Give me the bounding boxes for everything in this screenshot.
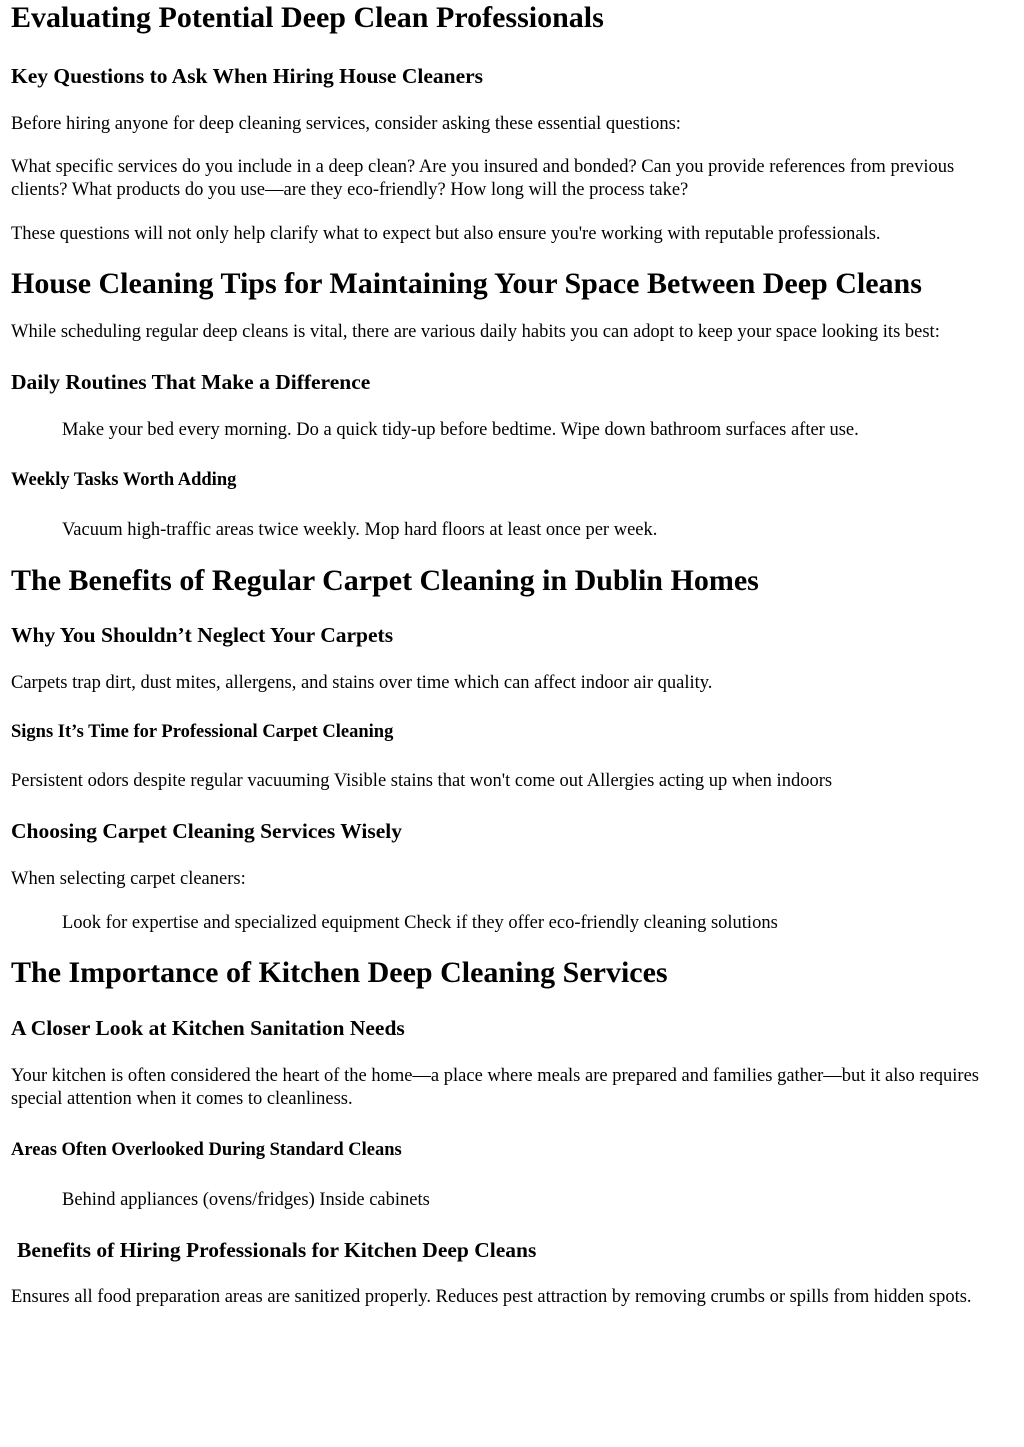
- heading-overlooked-areas: Areas Often Overlooked During Standard Cleans: [11, 1140, 402, 1160]
- list-weekly-tasks: Vacuum high-traffic areas twice weekly. Mop hard floors at least once per week.: [62, 520, 658, 540]
- list-overlooked-areas: Behind appliances (ovens/fridges) Inside cabinets: [62, 1190, 430, 1210]
- paragraph-questions-closing: These questions will not only help clarify what to expect but also ensure you're working with reputable professionals.: [11, 224, 881, 244]
- heading-kitchen-sanitation: A Closer Look at Kitchen Sanitation Needs: [11, 1016, 405, 1040]
- list-choosing-criteria: Look for expertise and specialized equipment Check if they offer eco-friendly cleaning solutions: [62, 913, 778, 933]
- paragraph-selecting-cleaners: When selecting carpet cleaners:: [11, 869, 246, 889]
- paragraph-kitchen-heart: Your kitchen is often considered the heart of the home—a place where meals are prepared and families gather—but it also requires special attention when it comes to cleanliness.: [11, 1066, 979, 1109]
- paragraph-kitchen-benefits: Ensures all food preparation areas are sanitized properly. Reduces pest attraction by removing crumbs or spills from hidden spots.: [11, 1287, 972, 1307]
- paragraph-intro-questions: Before hiring anyone for deep cleaning services, consider asking these essential questions:: [11, 114, 681, 134]
- heading-kitchen-benefits: Benefits of Hiring Professionals for Kitchen Deep Cleans: [17, 1238, 537, 1262]
- section-title-evaluating: Evaluating Potential Deep Clean Professionals: [11, 1, 604, 34]
- section-title-cleaning-tips: House Cleaning Tips for Maintaining Your Space Between Deep Cleans: [11, 267, 922, 300]
- heading-daily-routines: Daily Routines That Make a Difference: [11, 370, 371, 394]
- list-daily-routines: Make your bed every morning. Do a quick tidy-up before bedtime. Wipe down bathroom surfaces after use.: [62, 420, 859, 440]
- heading-weekly-tasks: Weekly Tasks Worth Adding: [11, 470, 237, 490]
- heading-choosing-carpet-services: Choosing Carpet Cleaning Services Wisely: [11, 819, 402, 843]
- section-title-kitchen-cleaning: The Importance of Kitchen Deep Cleaning Services: [11, 956, 668, 989]
- paragraph-question-list: What specific services do you include in a deep clean? Are you insured and bonded? Can you provide references from previous clients? What products do you use—are they eco-friendly? How long will the process take?: [11, 157, 955, 200]
- article: [0, 1, 1024, 1309]
- heading-key-questions: Key Questions to Ask When Hiring House Cleaners: [11, 64, 484, 88]
- section-title-carpet-cleaning: The Benefits of Regular Carpet Cleaning in Dublin Homes: [11, 564, 759, 597]
- paragraph-carpets-trap: Carpets trap dirt, dust mites, allergens, and stains over time which can affect indoor air quality.: [11, 673, 713, 693]
- list-carpet-signs: Persistent odors despite regular vacuuming Visible stains that won't come out Allergies acting up when indoors: [11, 771, 833, 791]
- heading-why-carpets: Why You Shouldn’t Neglect Your Carpets: [11, 623, 394, 647]
- paragraph-tips-intro: While scheduling regular deep cleans is vital, there are various daily habits you can adopt to keep your space looking its best:: [11, 322, 940, 342]
- heading-carpet-signs: Signs It’s Time for Professional Carpet Cleaning: [11, 722, 394, 742]
